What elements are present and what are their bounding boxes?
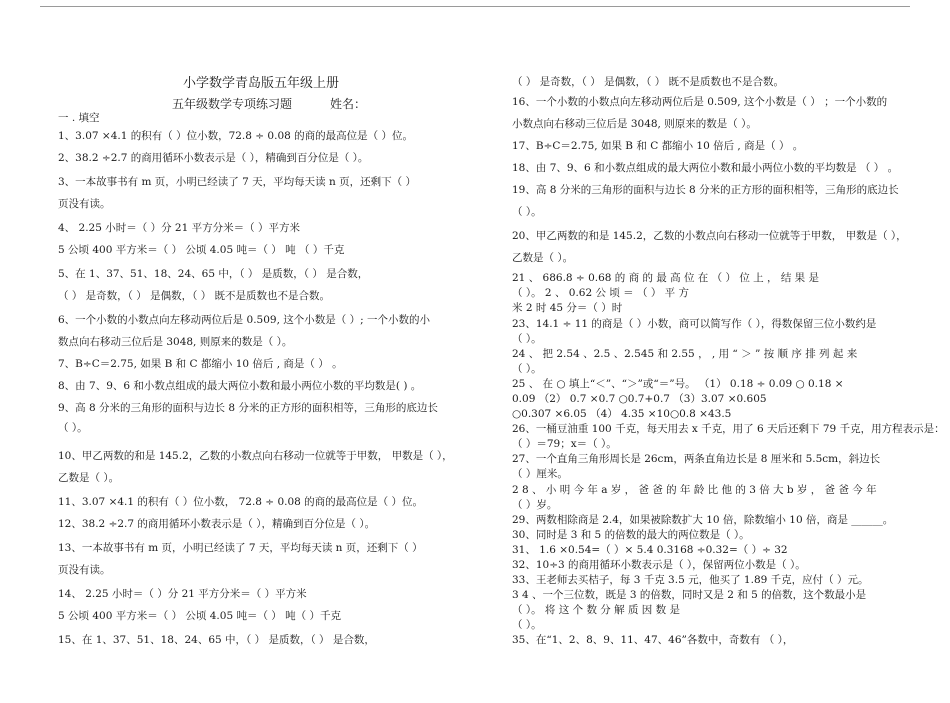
question-line: 3 4 、一个三位数，既是 3 的倍数，同时又是 2 和 5 的倍数，这个数最小是 [512,589,867,601]
question-line: 3、一本故事书有 m 页，小明已经读了 7 天，平均每天读 n 页，还剩下（ ） [58,176,416,188]
question-line: 15、在 1、37、51、18、24、65 中，（ ） 是质数，（ ） 是合数， [58,634,375,646]
page-subtitle: 五年级数学专项练习题 [172,97,293,111]
question-line: 5 公顷 400 平方米＝（ ） 公顷 4.05 吨＝（ ） 吨 （ ）千克 [58,244,345,256]
question-line: 7、B÷C＝2.75, 如果 B 和 C 都缩小 10 倍后 , 商是（ ） 。 [58,358,343,370]
question-line: 30、同时是 3 和 5 的倍数的最大的两位数是（ ）。 [512,529,750,541]
question-line: 12、38.2 ÷2.7 的商用循环小数表示是（ ），精确到百分位是（ ）。 [58,518,376,530]
page-title: 小学数学青岛版五年级上册 [183,76,340,91]
question-line: 2 8 、 小 明 今 年 a 岁 ， 爸 爸 的 年 龄 比 他 的 3 倍 大 b 岁 ， 爸 爸 今 年 [512,484,877,496]
question-line: 8、由 7、9、6 和小数点组成的最大两位小数和最小两位小数的平均数是( ) 。 [58,380,422,392]
question-line: 1、3.07 ×4.1 的积有（ ）位小数，72.8 ÷ 0.08 的商的最高位是（ ）位。 [58,130,413,142]
question-line: 小数点向右移动三位后是 3048, 则原来的数是（ ）。 [512,118,757,130]
question-line: 24 、 把 2.54 、2.5 、2.545 和 2.55 ， , 用 “ ＞ ” 按 顺 序 排 列 起 来 [512,348,858,360]
question-line: 25 、 在 ○ 填上“＜”、“＞”或“＝”号。 （1） 0.18 ÷ 0.09 ○ 0.18 × [512,378,844,390]
question-line: 26、一桶豆油重 100 千克，每天用去 x 千克，用了 6 天后还剩下 79 千克，用方程表示是： [512,423,945,435]
question-line: （ ）。 [512,363,542,375]
question-line: 29、两数相除商是 2.4，如果被除数扩大 10 倍，除数缩小 10 倍，商是 ______。 [512,514,894,526]
question-line: 35、在“1、2、8、9、11、47、46”各数中，奇数有 （ ）， [512,634,794,646]
question-line: 19、高 8 分米的三角形的面积与边长 8 分米的正方形的面积相等，三角形的底边长 [512,184,899,196]
question-line: 20、甲乙两数的和是 145.2，乙数的小数点向右移动一位就等于甲数， 甲数是（ ）， [512,230,907,242]
question-line: 2、38.2 ÷2.7 的商用循环小数表示是（ ），精确到百分位是（ ）。 [58,152,369,164]
question-line: 5、在 1、37、51、18、24、65 中，（ ） 是质数，（ ） 是合数， [58,268,369,280]
question-line: 9、高 8 分米的三角形的面积与边长 8 分米的正方形的面积相等，三角形的底边长 [58,402,438,414]
top-border-line [40,6,910,7]
question-line: 23、14.1 ÷ 11 的商是（ ）小数，商可以简写作（ ），得数保留三位小数约是 [512,318,877,330]
question-line: 31、 1.6 ×0.54=（ ）× 5.4 0.3168 ÷0.32=（ ）÷ 32 [512,544,788,556]
question-line: 32、10÷3 的商用循环小数表示是（ ），保留两位小数是（ ）。 [512,559,806,571]
question-line: （ ）。 2 、 0.62 公 顷 ＝ （ ） 平 方 [512,287,690,299]
question-line: 10、甲乙两数的和是 145.2，乙数的小数点向右移动一位就等于甲数， 甲数是（ ）， [58,450,453,462]
question-line: （ ）。 [512,206,542,218]
question-line: 页没有读。 [58,564,111,576]
question-line: 4、 2.25 小时＝（ ）分 21 平方分米＝（ ）平方米 [58,222,300,234]
question-line: 16、一个小数的小数点向左移动两位后是 0.509, 这个小数是（ ） ；一个小数的 [512,96,888,108]
question-line: （ ）岁。 [512,499,558,511]
question-line: 13、一本故事书有 m 页，小明已经读了 7 天，平均每天读 n 页，还剩下（ ） [58,542,423,554]
question-line: 一 . 填空 [58,112,100,124]
question-line: 0.09 （2） 0.7 ×0.7 ○0.7+0.7 （3）3.07 ×0.605 [512,393,767,405]
question-line: （ ）。 [512,333,542,345]
question-line: 米 2 时 45 分＝（ ）时 [512,302,623,314]
question-line: 数点向右移动三位后是 3048, 则原来的数是（ ）。 [58,336,293,348]
question-line: 5 公顷 400 平方米＝（ ） 公顷 4.05 吨＝（ ） 吨（ ）千克 [58,610,341,622]
question-line: 17、B÷C＝2.75, 如果 B 和 C 都缩小 10 倍后 , 商是（ ） 。 [512,140,804,152]
question-line: 乙数是（ ）。 [58,472,120,484]
question-line: （ ）。 [58,422,88,434]
question-line: （ ）。 [512,619,542,631]
question-line: ○0.307 ×6.05 （4） 4.35 ×10○0.8 ×43.5 [512,408,732,420]
name-label: 姓名： [330,97,367,111]
question-line: 11、3.07 ×4.1 的积有（ ）位小数， 72.8 ÷ 0.08 的商的最高位是（ ）位。 [58,496,423,508]
question-line: （ ）厘米。 [512,468,568,480]
question-line: 21 、 686.8 ÷ 0.68 的 商 的 最 高 位 在 （ ） 位 上 ， 结 果 是 [512,272,820,284]
question-line: 18、由 7、9、6 和小数点组成的最大两位小数和最小两位小数的平均数是 （ ） 。 [512,162,899,174]
question-line: 页没有读。 [58,198,111,210]
question-line: （ ）＝79；x＝（ ）。 [512,438,617,450]
question-line: 6、一个小数的小数点向左移动两位后是 0.509, 这个小数是（ ）; 一个小数的小 [58,314,430,326]
question-line: （ ） 是奇数，（ ） 是偶数，（ ） 既不是质数也不是合数。 [512,76,785,88]
question-line: 乙数是（ ）。 [512,252,574,264]
question-line: （ ） 是奇数，（ ） 是偶数，（ ） 既不是质数也不是合数。 [58,290,331,302]
question-line: 33、王老师去买桔子，每 3 千克 3.5 元，他买了 1.89 千克，应付（ ）元。 [512,574,869,586]
question-line: 14、 2.25 小时＝（ ）分 21 平方分米＝（ ）平方米 [58,588,307,600]
question-line: （ ）。 将 这 个 数 分 解 质 因 数 是 [512,604,680,616]
question-line: 27、一个直角三角形周长是 26cm，两条直角边长是 8 厘米和 5.5cm，斜边长 [512,453,881,465]
